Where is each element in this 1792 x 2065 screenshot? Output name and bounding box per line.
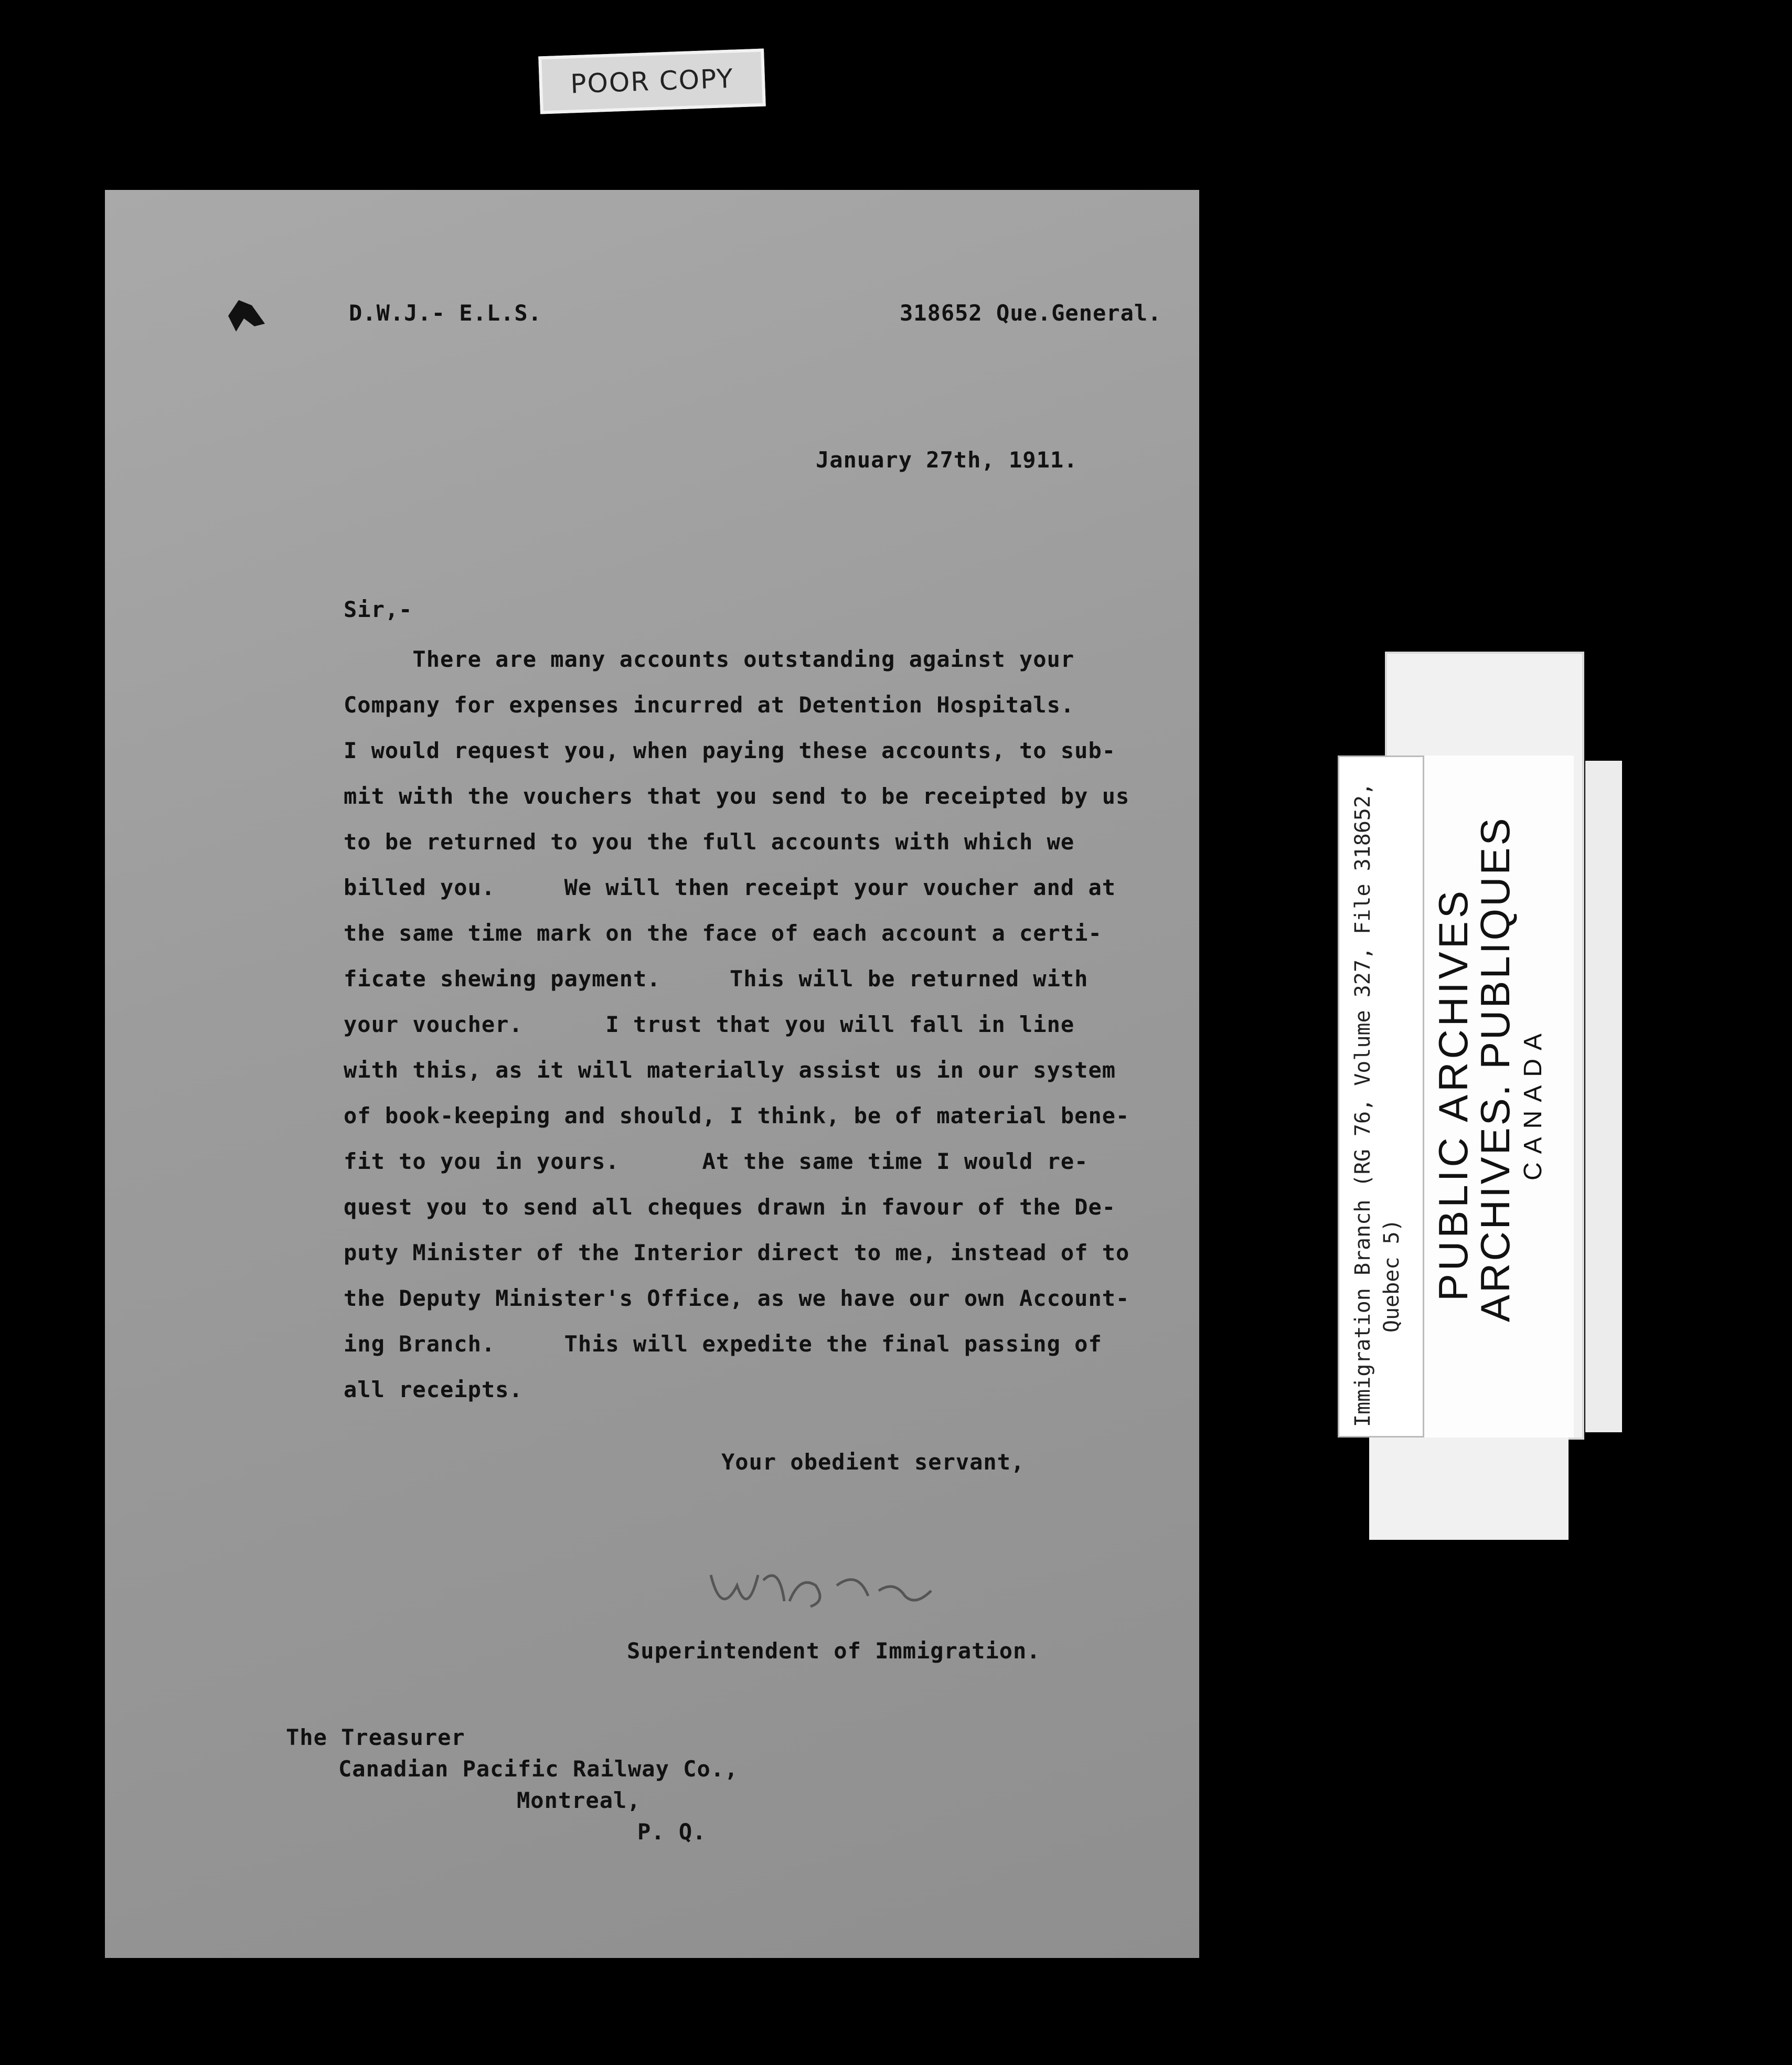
- file-reference: 318652 Que.General.: [900, 300, 1162, 326]
- body-line: the same time mark on the face of each account a certi-: [344, 920, 1102, 946]
- letter-date: January 27th, 1911.: [816, 447, 1078, 473]
- reference-initials: D.W.J.- E.L.S.: [349, 300, 542, 326]
- body-line: puty Minister of the Interior direct to me, instead of to: [344, 1240, 1130, 1265]
- body-line: the Deputy Minister's Office, as we have our own Account-: [344, 1285, 1130, 1311]
- closing: Your obedient servant,: [721, 1449, 1025, 1475]
- body-line: quest you to send all cheques drawn in favour of the De-: [344, 1194, 1116, 1220]
- body-line: Company for expenses incurred at Detention Hospitals.: [344, 692, 1075, 718]
- citation-line: Quebec 5): [1380, 1219, 1404, 1333]
- body-line: billed you. We will then receipt your voucher and at: [344, 875, 1116, 900]
- body-line: ficate shewing payment. This will be returned with: [344, 966, 1089, 992]
- archive-tag-edge: [1585, 761, 1622, 1432]
- address-line: P. Q.: [637, 1819, 707, 1845]
- handwritten-mark-icon: [223, 295, 270, 337]
- signatory-title: Superintendent of Immigration.: [627, 1638, 1041, 1664]
- body-line: all receipts.: [344, 1377, 523, 1402]
- body-line: of book-keeping and should, I think, be of material bene-: [344, 1103, 1130, 1129]
- body-line: mit with the vouchers that you send to be receipted by us: [344, 783, 1130, 809]
- address-line: Canadian Pacific Railway Co.,: [338, 1756, 739, 1782]
- address-line: Montreal,: [517, 1787, 641, 1813]
- body-line: There are many accounts outstanding against your: [344, 646, 1075, 672]
- body-line: I would request you, when paying these accounts, to sub-: [344, 738, 1116, 763]
- stamp-line-archives-publiques: ARCHIVES. PUBLIQUES: [1472, 816, 1518, 1322]
- salutation: Sir,-: [344, 597, 413, 622]
- stamp-line-public-archives: PUBLIC ARCHIVES: [1430, 888, 1476, 1301]
- signature: [700, 1554, 952, 1627]
- citation-line: Immigration Branch (RG 76, Volume 327, File 318652,: [1351, 782, 1375, 1427]
- stamp-line-canada: CANADA: [1519, 1025, 1547, 1180]
- body-line: with this, as it will materially assist us in our system: [344, 1057, 1116, 1083]
- archive-tag-bottom: [1369, 1432, 1569, 1540]
- body-line: ing Branch. This will expedite the final passing of: [344, 1331, 1102, 1357]
- address-line: The Treasurer: [286, 1725, 465, 1750]
- body-line: fit to you in yours. At the same time I would re-: [344, 1148, 1089, 1174]
- body-line: to be returned to you the full accounts with which we: [344, 829, 1075, 855]
- body-line: your voucher. I trust that you will fall in line: [344, 1012, 1075, 1037]
- letter-page: [105, 190, 1199, 1958]
- poor-copy-label: POOR COPY: [538, 49, 766, 114]
